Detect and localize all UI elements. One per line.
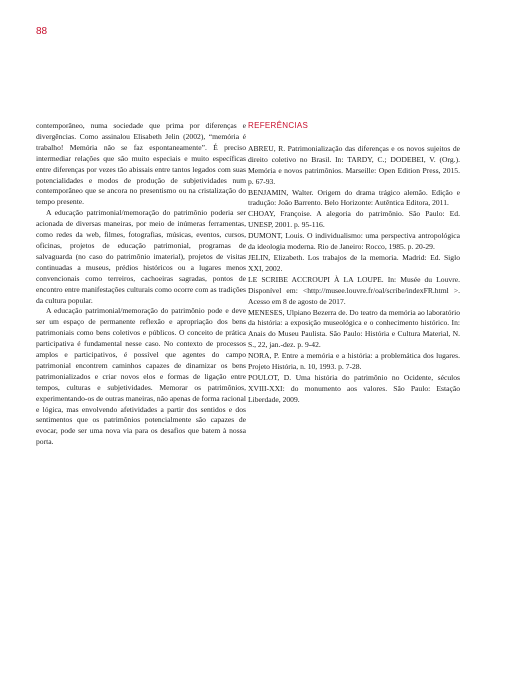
body-paragraph: A educação patrimonial/memoração do patrimônio pode e deve ser um espaço de permanente reflexão e apropriação dos bens patrimoniais como bens coletivos e públicos. O conceito de prática participativa é fundamental nesse caso. No contexto de processos amplos e participativos, é possível que agentes do campo patrimonial encontrem caminhos capazes de dinamizar os bens patrimonializados e criar novos elos e formas de ligação entre tempos, culturas e subjetividades. Memorar os patrimônios, experimentando-os de outras maneiras, não apenas de forma racional e lógica, mas envolvendo afetividades a partir dos sentidos e dos sentimentos que os patrimônios potencialmente são capazes de evocar, pode ser uma nova via para os desafios que batem à nossa porta. bbox=[36, 306, 246, 447]
reference-item: BENJAMIN, Walter. Origem do drama trágico alemão. Edição e tradução: João Barrento. Belo Horizonte: Autêntica Editora, 2011. bbox=[248, 187, 460, 208]
references-column bbox=[248, 121, 460, 406]
reference-item: CHOAY, Françoise. A alegoria do patrimônio. São Paulo: Ed. UNESP, 2001. p. 95-116. bbox=[248, 209, 460, 230]
reference-item: ABREU, R. Patrimonialização das diferenças e os novos sujeitos de direito coletivo no Brasil. In: TARDY, C.; DODEBEI, V. (Org.). Memória e novos patrimônios. Marseille: Open Edition Press, 2015. p. 67-93. bbox=[248, 143, 460, 186]
body-paragraph: contemporâneo, numa sociedade que prima por diferenças e divergências. Como assinalou Elisabeth Jelin (2002), “memória é trabalho! Memória não se faz espontaneamente”. É preciso intermediar relações que são muito especiais e muito específicas entre diferenças por vezes tão abissais entre tantos legados com suas potencialidades e modos de produção de subjetividades num contemporâneo que se ancora no presentismo ou na cristalização do tempo presente. bbox=[36, 121, 246, 207]
reference-item: MENESES, Ulpiano Bezerra de. Do teatro da memória ao laboratório da história: a exposição museológica e o conhecimento histórico. In: Anais do Museu Paulista. São Paulo: História e Cultura Material, N. S., 22, jan.-dez. p. 9-42. bbox=[248, 307, 460, 350]
reference-item: NORA, P. Entre a memória e a história: a problemática dos lugares. Projeto História, n. 10, 1993. p. 7-28. bbox=[248, 351, 460, 372]
reference-item: LE SCRIBE ACCROUPI À LA LOUPE. In: Musée du Louvre. Disponível em: <http://musee.louvre.fr/oal/scribe/indexFR.html >. Acesso em 8 de agosto de 2017. bbox=[248, 274, 460, 306]
body-paragraph: A educação patrimonial/memoração do patrimônio poderia ser acionada de diversas maneiras, por meio de inúmeras ferramentas, como redes da web, filmes, fotografias, músicas, eventos, cursos, oficinas, projetos de educação patrimonial, programas de salvaguarda (no caso do patrimônio imaterial), projetos de visitas continuadas a museus, prédios históricos ou a lugares menos convencionais como terreiros, cachoeiras sagradas, pontos de encontro entre manifestações culturais como ocorre com as tradições da cultura popular. bbox=[36, 208, 246, 305]
page-number: 88 bbox=[36, 26, 48, 37]
reference-item: POULOT, D. Uma história do patrimônio no Ocidente, séculos XVIII-XXI: do monumento aos valores. São Paulo: Estação Liberdade, 2009. bbox=[248, 372, 460, 404]
references-heading: REFERÊNCIAS bbox=[248, 121, 309, 130]
reference-item: JELIN, Elizabeth. Los trabajos de la memoria. Madrid: Ed. Siglo XXI, 2002. bbox=[248, 252, 460, 273]
reference-item: DUMONT, Louis. O individualismo: uma perspectiva antropológica da ideologia moderna. Rio de Janeiro: Rocco, 1985. p. 20-29. bbox=[248, 231, 460, 252]
body-text-column bbox=[36, 121, 246, 448]
